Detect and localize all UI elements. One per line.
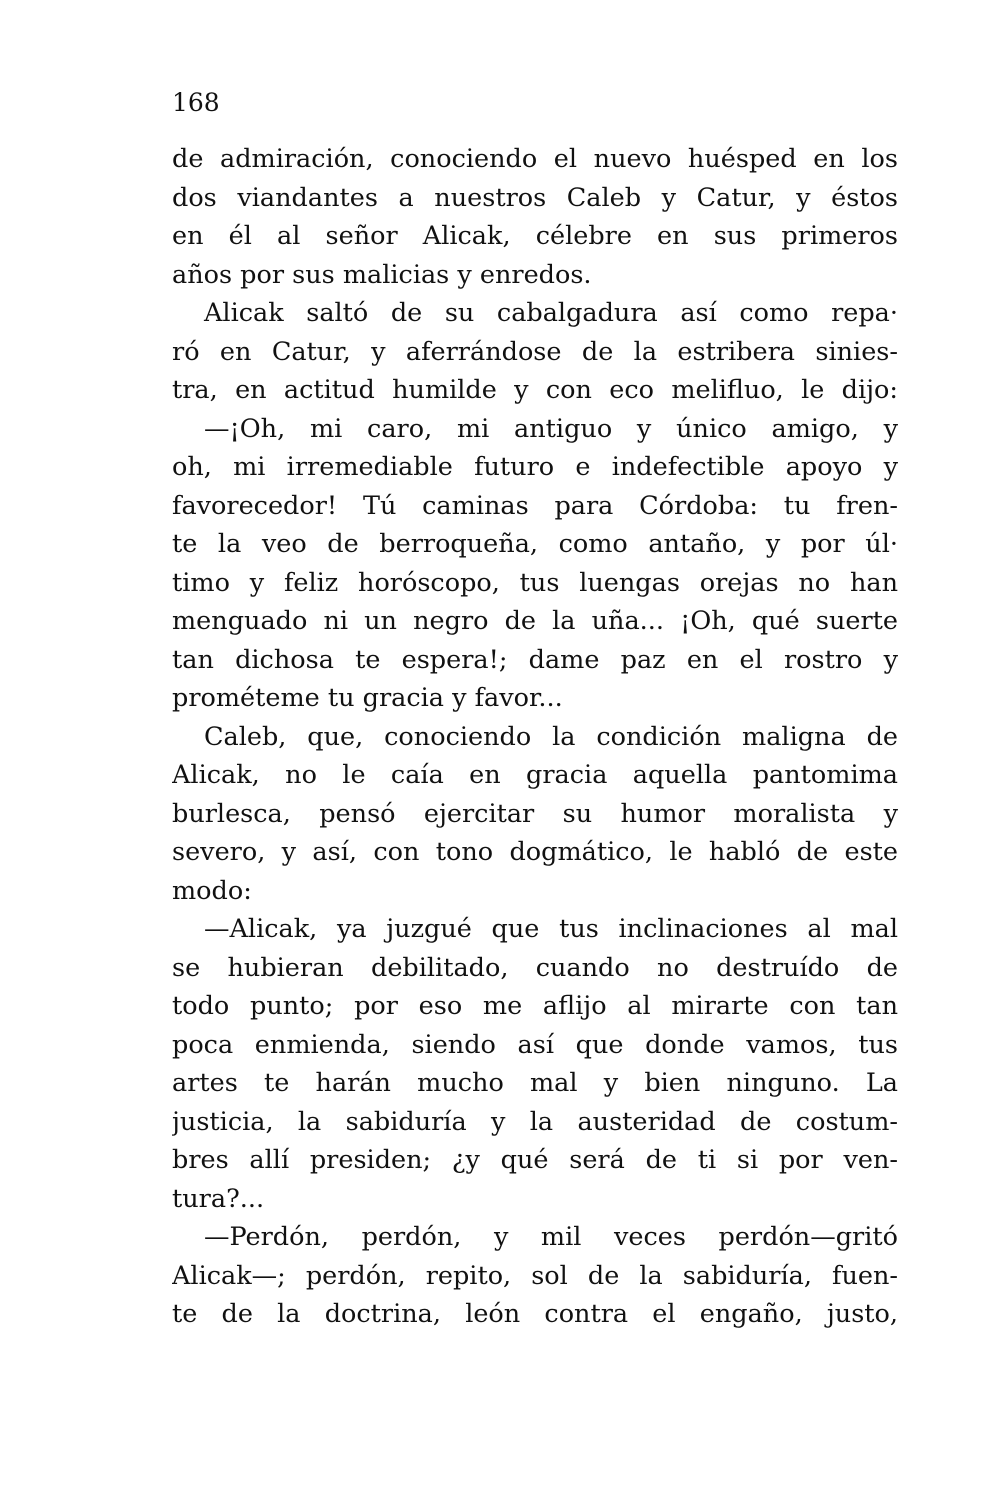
text-line: oh, mi irremediable futuro e indefectible apoyo y [172, 452, 898, 482]
text-line: años por sus malicias y enredos. [172, 259, 592, 290]
text-line: dos viandantes a nuestros Caleb y Catur, y éstos [172, 182, 898, 213]
text-line: severo, y así, con tono dogmático, le habló de este [172, 837, 898, 867]
text-line: Caleb, que, conociendo la condición maligna de [204, 721, 898, 752]
text-line: bres allí presiden; ¿y qué será de ti si por ven- [172, 1145, 898, 1175]
text-line: te de la doctrina, león contra el engaño, justo, [172, 1299, 898, 1329]
page-number: 168 [172, 88, 220, 117]
text-line: te la veo de berroqueña, como antaño, y por úl· [172, 529, 898, 559]
text-line: en él al señor Alicak, célebre en sus primeros [172, 221, 898, 251]
text-line: favorecedor! Tú caminas para Córdoba: tu fren- [172, 490, 898, 521]
text-line: poca enmienda, siendo así que donde vamos, tus [172, 1029, 898, 1060]
text-line: Alicak, no le caía en gracia aquella pantomima [172, 760, 898, 790]
text-line: tura?... [172, 1183, 265, 1214]
body-text [172, 140, 898, 1334]
text-line: tra, en actitud humilde y con eco melifluo, le dijo: [172, 375, 898, 405]
text-line: —Alicak, ya juzgué que tus inclinaciones al mal [204, 914, 898, 944]
text-line: Alicak saltó de su cabalgadura así como repa· [204, 298, 898, 328]
text-line: todo punto; por eso me aflijo al mirarte con tan [172, 991, 898, 1021]
text-line: justicia, la sabiduría y la austeridad de costum- [172, 1106, 898, 1137]
text-line: artes te harán mucho mal y bien ninguno. La [172, 1068, 898, 1098]
text-line: —Perdón, perdón, y mil veces perdón—gritó [204, 1222, 898, 1252]
text-line: timo y feliz horóscopo, tus luengas orejas no han [172, 567, 898, 598]
text-line: se hubieran debilitado, cuando no destruído de [172, 952, 898, 983]
text-line: Alicak—; perdón, repito, sol de la sabiduría, fuen- [172, 1260, 898, 1291]
text-line: tan dichosa te espera!; dame paz en el rostro y [172, 644, 898, 675]
text-line: prométeme tu gracia y favor... [172, 683, 563, 713]
text-line: menguado ni un negro de la uña... ¡Oh, qué suerte [172, 606, 898, 636]
text-line: modo: [172, 875, 252, 906]
text-line: burlesca, pensó ejercitar su humor moralista y [172, 798, 898, 829]
text-line: ró en Catur, y aferrándose de la estribera sinies- [172, 336, 898, 367]
text-line: —¡Oh, mi caro, mi antiguo y único amigo, y [204, 413, 898, 444]
text-line: de admiración, conociendo el nuevo huésped en los [172, 144, 898, 174]
